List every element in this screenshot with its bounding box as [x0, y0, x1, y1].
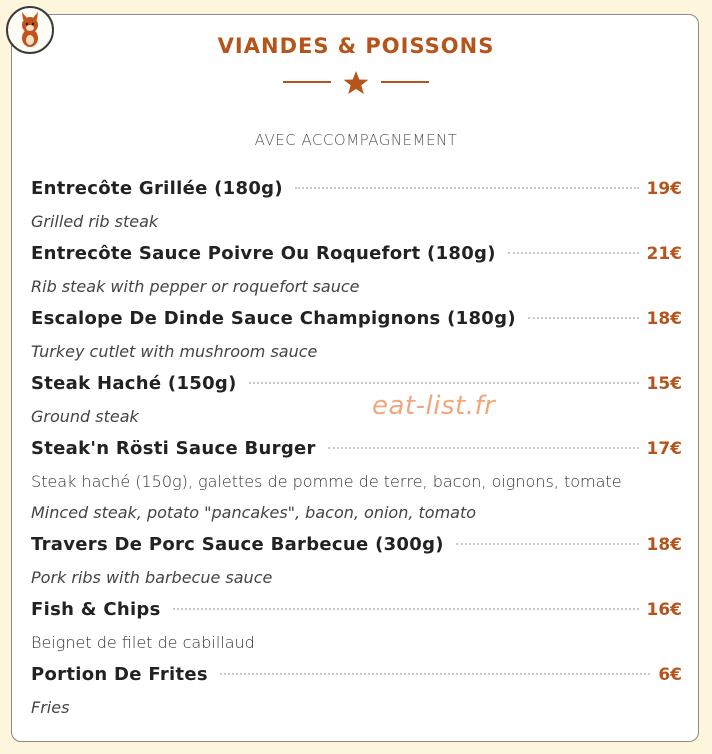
- item-price: 18€: [646, 535, 682, 555]
- item-description-en: Turkey cutlet with mushroom sauce: [31, 342, 318, 361]
- item-price: 18€: [646, 309, 682, 329]
- leader-dots: [328, 447, 639, 449]
- item-description-en: Pork ribs with barbecue sauce: [31, 568, 273, 587]
- menu-item-row: [31, 237, 682, 271]
- menu-item-row: [31, 432, 682, 466]
- item-description-en: Grilled rib steak: [31, 212, 159, 231]
- item-price: 15€: [646, 374, 682, 394]
- menu-items-list: [31, 172, 682, 723]
- section-title: VIANDES & POISSONS: [217, 34, 495, 58]
- item-name: Entrecôte Grillée (180g): [31, 178, 283, 199]
- menu-item: [31, 367, 682, 432]
- menu-item-row: [31, 367, 682, 401]
- menu-item: [31, 237, 682, 302]
- leader-dots: [295, 187, 639, 189]
- menu-item: [31, 302, 682, 367]
- leader-dots: [220, 673, 650, 675]
- item-price: 21€: [646, 244, 682, 264]
- item-name: Escalope De Dinde Sauce Champignons (180g): [31, 308, 516, 329]
- item-description-en: Ground steak: [31, 407, 139, 426]
- watermark-text: eat-list.fr: [372, 391, 496, 421]
- item-description-en: Rib steak with pepper or roquefort sauce: [31, 277, 360, 296]
- item-price: 17€: [646, 439, 682, 459]
- menu-item-row: [31, 593, 682, 627]
- item-name: Entrecôte Sauce Poivre Ou Roquefort (180g): [31, 243, 496, 264]
- menu-item-row: [31, 302, 682, 336]
- item-description-en: Minced steak, potato "pancakes", bacon, onion, tomato: [31, 503, 477, 522]
- item-name: Portion De Frites: [31, 664, 208, 685]
- item-price: 16€: [646, 600, 682, 620]
- menu-item: [31, 432, 682, 528]
- star-icon: [281, 70, 431, 96]
- leader-dots: [173, 608, 639, 610]
- menu-item: [31, 658, 682, 723]
- item-description-fr: Steak haché (150g), galettes de pomme de terre, bacon, oignons, tomate: [31, 472, 622, 491]
- leader-dots: [249, 382, 639, 384]
- item-name: Fish & Chips: [31, 599, 161, 620]
- leader-dots: [528, 317, 639, 319]
- item-price: 6€: [658, 665, 682, 685]
- menu-item-row: [31, 172, 682, 206]
- section-subtitle: AVEC ACCOMPAGNEMENT: [254, 131, 458, 149]
- menu-item-row: [31, 528, 682, 562]
- menu-item: [31, 528, 682, 593]
- item-description-en: Fries: [31, 698, 70, 717]
- item-price: 19€: [646, 179, 682, 199]
- item-description-fr: Beignet de filet de cabillaud: [31, 633, 255, 652]
- leader-dots: [456, 543, 639, 545]
- menu-item: [31, 172, 682, 237]
- menu-item-row: [31, 658, 682, 692]
- menu-item: [31, 593, 682, 658]
- item-name: Steak'n Rösti Sauce Burger: [31, 438, 316, 459]
- leader-dots: [508, 252, 639, 254]
- item-name: Travers De Porc Sauce Barbecue (300g): [31, 534, 444, 555]
- item-name: Steak Haché (150g): [31, 373, 237, 394]
